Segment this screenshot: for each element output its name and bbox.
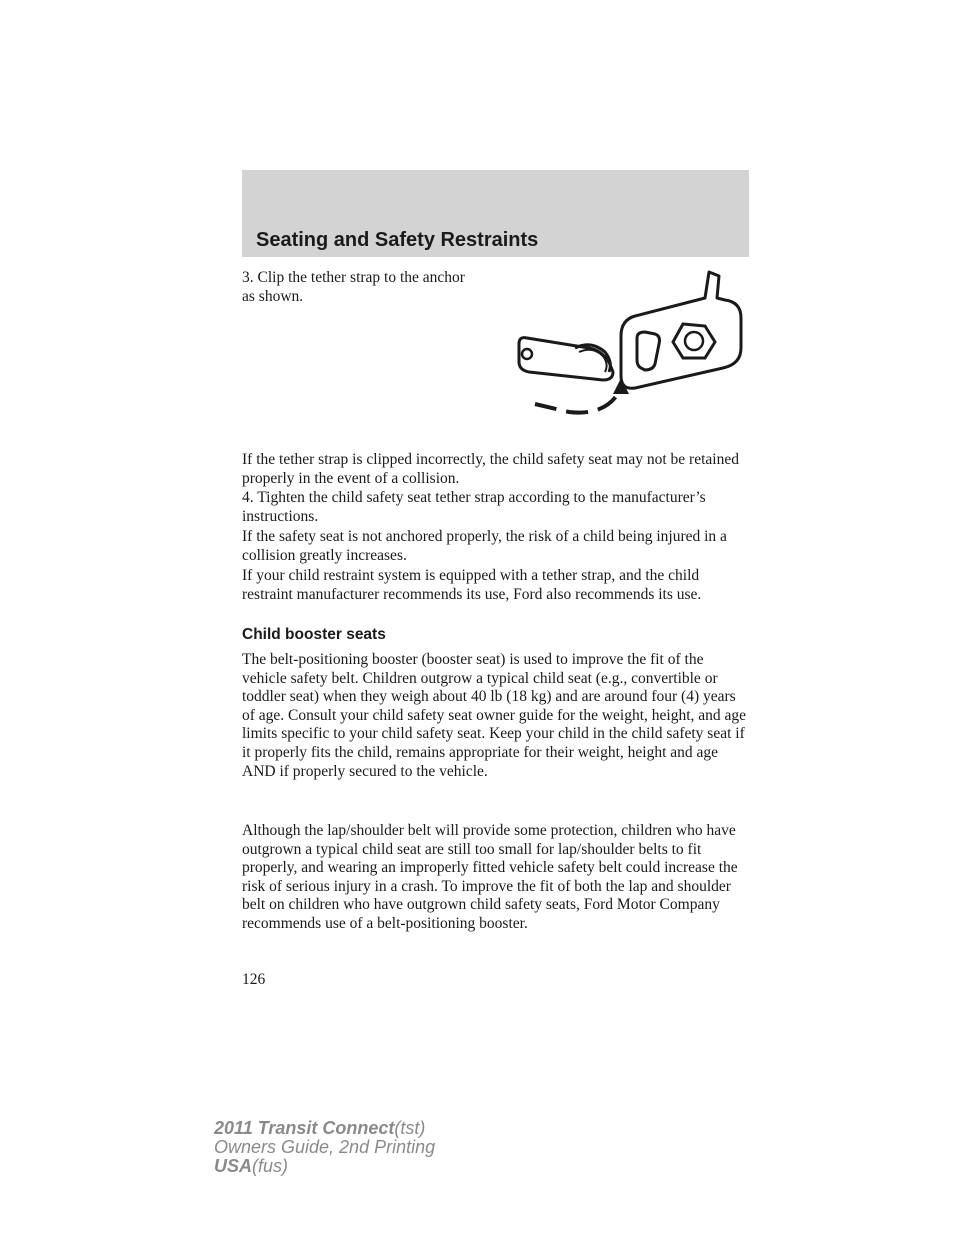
document-footer bbox=[214, 1119, 435, 1176]
tether-strap-hook bbox=[519, 338, 613, 380]
paragraph-lap-shoulder-belt: Although the lap/shoulder belt will provide some protection, children who have outgrown a typical child seat are still too small for lap/shoulder belts to fit properly, and wearing an improperly fitted vehicle safety belt could increase the risk of serious injury in a crash. To improve the fit of both the lap and shoulder belt on children who have outgrown child safety seats, Ford Motor Company recommends use of a belt-positioning booster. bbox=[242, 822, 738, 932]
paragraph-clipped-incorrectly: If the tether strap is clipped incorrectly, the child safety seat may not be retained properly in the event of a collision. bbox=[242, 451, 739, 487]
footer-line-1: 2011 Transit Connect(tst) bbox=[214, 1118, 426, 1138]
paragraph-tether-recommendation: If your child restraint system is equipped with a tether strap, and the child restraint manufacturer recommends its use, Ford also recommends its use. bbox=[242, 567, 702, 603]
tether-anchor-illustration bbox=[505, 268, 755, 418]
motion-arrow bbox=[535, 392, 619, 413]
section-title: Seating and Safety Restraints bbox=[256, 229, 539, 251]
step-3-text: 3. Clip the tether strap to the anchor as shown. bbox=[242, 269, 465, 305]
step-4-text: 4. Tighten the child safety seat tether strap according to the manufacturer’s instructions. bbox=[242, 489, 706, 525]
footer-line-3: USA(fus) bbox=[214, 1156, 289, 1176]
subheading-child-booster-seats: Child booster seats bbox=[242, 626, 386, 643]
anchor-slot bbox=[637, 332, 660, 370]
paragraph-belt-positioning-booster: The belt-positioning booster (booster seat) is used to improve the fit of the vehicle safety belt. Children outgrow a typical child seat (e.g., convertible or toddler seat) when they weigh about 40 lb (18 kg) and are around four (4) years of age. Consult your child safety seat owner guide for the weight, height, and age limits specific to your child safety seat. Keep your child in the child safety seat if it properly fits the child, remains appropriate for their weight, height and age AND if properly secured to the vehicle. bbox=[242, 651, 747, 780]
footer-line-2: Owners Guide, 2nd Printing bbox=[214, 1137, 436, 1157]
anchor-bolt bbox=[673, 324, 715, 358]
paragraph-not-anchored: If the safety seat is not anchored properly, the risk of a child being injured in a collision greatly increases. bbox=[242, 528, 727, 564]
page-number: 126 bbox=[242, 971, 266, 988]
